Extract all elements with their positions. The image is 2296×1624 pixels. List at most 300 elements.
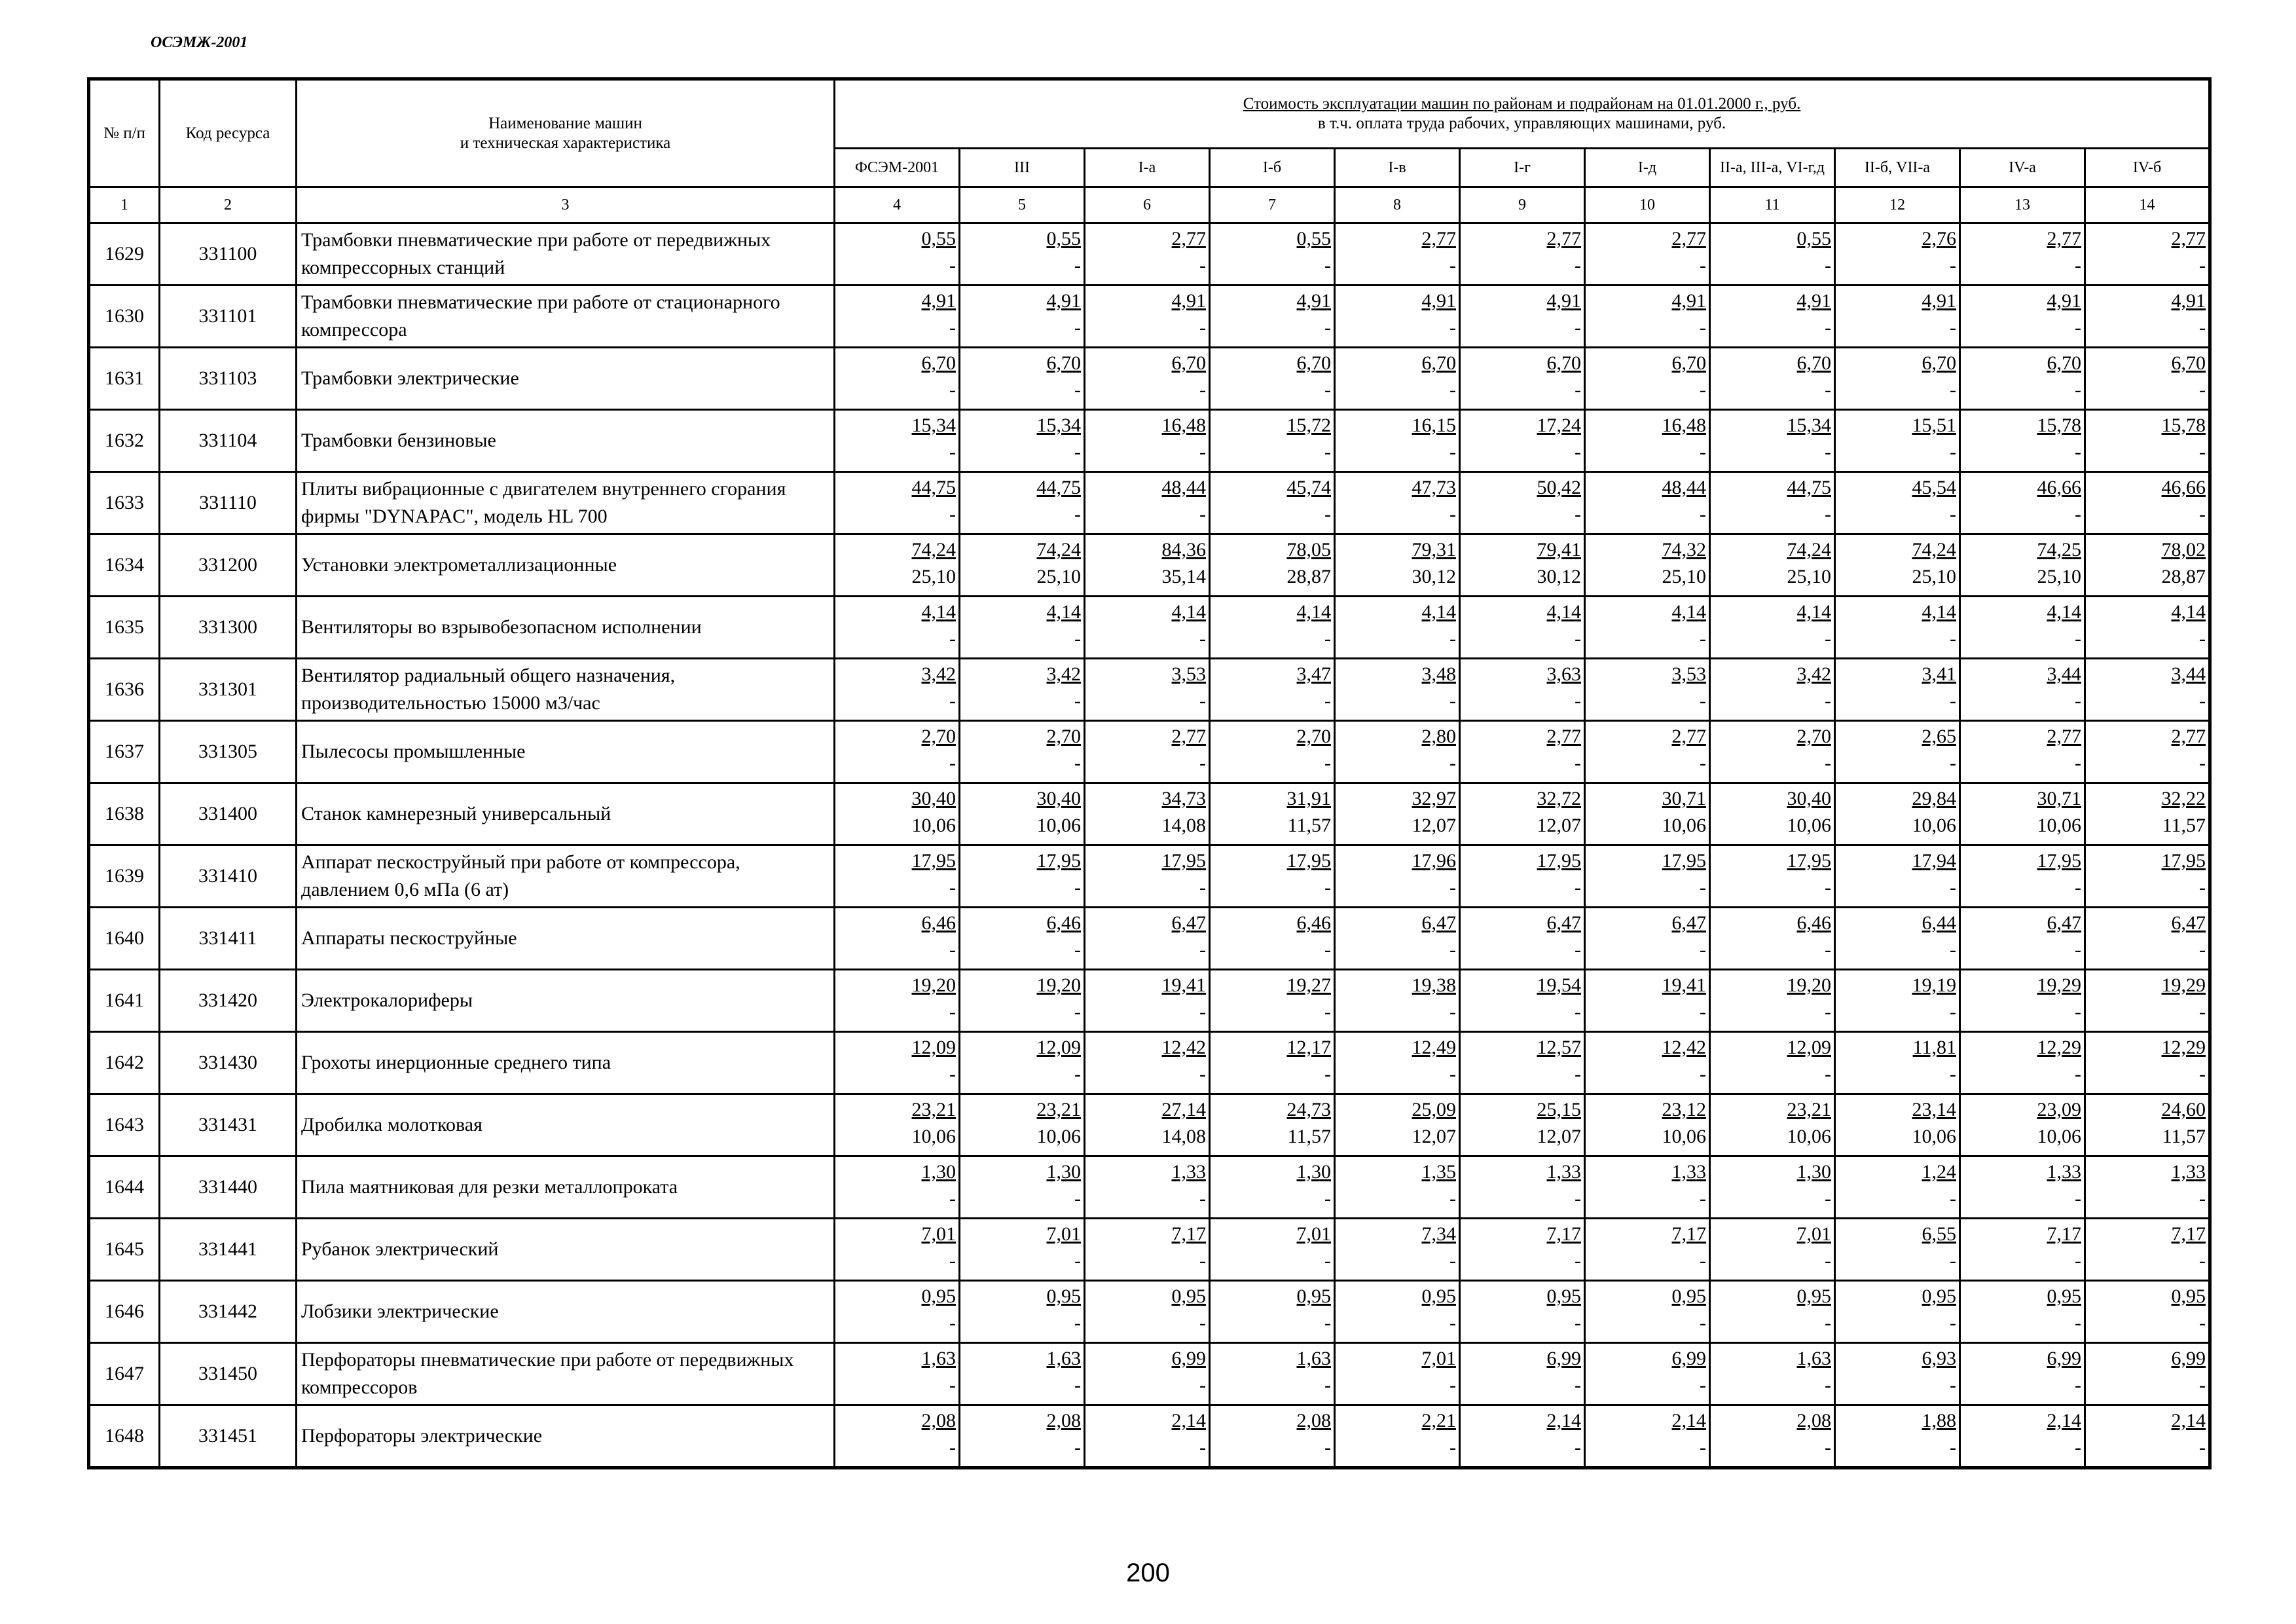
operating-cost — [1586, 846, 1709, 874]
operating-cost-value: 1,33 — [2047, 1161, 2081, 1183]
operating-cost — [960, 535, 1084, 563]
labor-cost-value: - — [1700, 628, 1706, 650]
operating-cost — [1711, 411, 1834, 438]
cost-cell — [1210, 1405, 1335, 1468]
row-number: 1639 — [89, 845, 160, 908]
operating-cost-value: 0,95 — [1421, 1285, 1456, 1307]
operating-cost-value: 1,63 — [1796, 1348, 1831, 1369]
operating-cost-value: 0,95 — [921, 1285, 956, 1307]
labor-cost-value: - — [1449, 317, 1456, 339]
cost-cell — [2085, 1032, 2210, 1094]
machine-name: Перфораторы пневматические при работе от передвижных компрессоров — [297, 1343, 835, 1405]
operating-cost-value: 31,91 — [1286, 788, 1331, 809]
operating-cost-value: 0,55 — [1796, 228, 1831, 249]
operating-cost — [1085, 784, 1209, 811]
operating-cost — [1211, 846, 1334, 874]
labor-cost-value: 25,10 — [1787, 566, 1831, 587]
labor-cost-value: - — [1700, 317, 1706, 339]
machine-name: Установки электрометаллизационные — [297, 534, 835, 597]
labor-cost-value: 11,57 — [1287, 815, 1331, 836]
cost-cell — [960, 659, 1085, 721]
operating-cost — [1211, 597, 1334, 625]
machine-name: Трамбовки бензиновые — [297, 410, 835, 472]
labor-cost-value: - — [1199, 255, 1206, 276]
operating-cost — [960, 1219, 1084, 1247]
machine-name: Трамбовки пневматические при работе от стационарного компрессора — [297, 286, 835, 348]
table-row — [89, 1156, 2210, 1219]
operating-cost-value: 19,29 — [2161, 974, 2206, 996]
operating-cost — [2086, 1219, 2208, 1247]
row-number: 1632 — [89, 410, 160, 472]
cost-cell — [1585, 286, 1710, 348]
table-row — [89, 908, 2210, 970]
labor-cost-value: - — [949, 441, 956, 463]
operating-cost — [1961, 1344, 2084, 1371]
operating-cost-value: 3,42 — [1046, 663, 1081, 685]
table-row — [89, 223, 2210, 286]
cost-cell — [1960, 472, 2085, 534]
operating-cost — [1336, 224, 1459, 251]
operating-cost-value: 12,29 — [2161, 1037, 2206, 1058]
cost-cell — [1835, 845, 1960, 908]
labor-cost-value: - — [1575, 255, 1581, 276]
labor-cost-value: - — [949, 1188, 956, 1209]
operating-cost-value: 19,20 — [1787, 974, 1831, 996]
operating-cost — [1586, 597, 1709, 625]
operating-cost — [1211, 1344, 1334, 1371]
cost-cell — [1710, 1094, 1835, 1156]
labor-cost-value: - — [1950, 1375, 1956, 1396]
operating-cost-value: 19,41 — [1662, 974, 1706, 996]
operating-cost — [1711, 224, 1834, 251]
operating-cost-value: 15,34 — [1787, 415, 1831, 436]
operating-cost-value: 17,95 — [2037, 850, 2081, 872]
operating-cost — [1085, 1033, 1209, 1060]
operating-cost — [1961, 597, 2084, 625]
cost-cell — [1835, 597, 1960, 659]
cost-cell — [1085, 1405, 1210, 1468]
cost-cell — [1710, 1219, 1835, 1281]
cost-cell — [1335, 845, 1460, 908]
labor-cost-value: - — [1700, 1188, 1706, 1209]
cost-cell — [960, 1156, 1085, 1219]
operating-cost-value: 0,95 — [2171, 1285, 2206, 1307]
labor-cost-value: 10,06 — [2037, 815, 2081, 836]
operating-cost-value: 1,63 — [1296, 1348, 1331, 1369]
labor-cost-value: - — [949, 752, 956, 774]
labor-cost-value: - — [1074, 255, 1081, 276]
machine-name: Аппарат пескоструйный при работе от компрессора, давлением 0,6 мПа (6 ат) — [297, 845, 835, 908]
cost-cell — [1835, 410, 1960, 472]
labor-cost-value: - — [1950, 317, 1956, 339]
operating-cost-value: 6,70 — [1046, 352, 1081, 374]
operating-cost-value: 2,65 — [1922, 726, 1956, 747]
cost-cell — [1710, 348, 1835, 410]
operating-cost — [1711, 908, 1834, 936]
labor-cost-value: - — [1700, 1375, 1706, 1396]
operating-cost-value: 7,01 — [921, 1223, 956, 1245]
labor-cost-value: 25,10 — [2037, 566, 2081, 587]
operating-cost — [1461, 1406, 1584, 1433]
labor-cost-value: - — [1950, 504, 1956, 525]
cost-cell — [1960, 783, 2085, 845]
operating-cost-value: 30,40 — [1787, 788, 1831, 809]
operating-cost — [1461, 1219, 1584, 1247]
cost-cell — [1835, 286, 1960, 348]
labor-cost-value: - — [949, 690, 956, 712]
resource-code: 331442 — [160, 1281, 297, 1343]
cost-cell — [1210, 783, 1335, 845]
labor-cost-value: - — [1950, 1063, 1956, 1085]
operating-cost — [1711, 970, 1834, 998]
operating-cost — [1211, 1282, 1334, 1309]
cost-cell — [1085, 659, 1210, 721]
cost-cell — [1210, 410, 1335, 472]
labor-cost-value: - — [1825, 317, 1831, 339]
operating-cost — [1461, 722, 1584, 749]
labor-cost-value: - — [2199, 1063, 2206, 1085]
operating-cost-value: 74,24 — [1036, 539, 1081, 561]
operating-cost-value: 4,14 — [2171, 601, 2206, 623]
operating-cost-value: 30,71 — [1662, 788, 1706, 809]
cost-cell — [960, 223, 1085, 286]
operating-cost — [1836, 1219, 1959, 1247]
operating-cost — [1085, 473, 1209, 500]
labor-cost-value: - — [1199, 1001, 1206, 1023]
header-cost-subtitle: в т.ч. оплата труда рабочих, управляющих машинами, руб. — [1317, 115, 1726, 132]
cost-cell — [1335, 1219, 1460, 1281]
operating-cost-value: 2,77 — [1671, 726, 1706, 747]
labor-cost-value: - — [1700, 1437, 1706, 1458]
cost-cell — [1085, 970, 1210, 1032]
operating-cost-value: 16,48 — [1662, 415, 1706, 436]
operating-cost — [1961, 224, 2084, 251]
cost-cell — [2085, 286, 2210, 348]
table-row — [89, 286, 2210, 348]
cost-cell — [1835, 1343, 1960, 1405]
labor-cost-value: - — [1825, 441, 1831, 463]
cost-cell — [960, 410, 1085, 472]
machine-name: Пылесосы промышленные — [297, 721, 835, 783]
operating-cost — [1836, 659, 1959, 687]
operating-cost — [1586, 784, 1709, 811]
labor-cost-value: - — [1324, 690, 1331, 712]
labor-cost-value: 28,87 — [2161, 566, 2206, 587]
cost-cell — [835, 534, 960, 597]
operating-cost-value: 44,75 — [1787, 477, 1831, 498]
row-number: 1636 — [89, 659, 160, 721]
labor-cost-value: - — [1074, 1375, 1081, 1396]
operating-cost-value: 2,08 — [1046, 1410, 1081, 1431]
operating-cost — [1461, 535, 1584, 563]
cost-cell — [1960, 1405, 2085, 1468]
labor-cost-value: - — [2199, 877, 2206, 898]
operating-cost-value: 24,60 — [2161, 1099, 2206, 1120]
operating-cost — [1211, 1157, 1334, 1185]
operating-cost-value: 7,01 — [1046, 1223, 1081, 1245]
operating-cost-value: 2,77 — [2171, 228, 2206, 249]
region-header: I-д — [1585, 149, 1710, 187]
labor-cost-value: 10,06 — [1787, 1126, 1831, 1147]
cost-cell — [1210, 1219, 1335, 1281]
operating-cost-value: 4,14 — [1296, 601, 1331, 623]
labor-cost-value: - — [2075, 1001, 2081, 1023]
operating-cost-value: 12,17 — [1286, 1037, 1331, 1058]
labor-cost-value: - — [1825, 752, 1831, 774]
labor-cost-value: 14,08 — [1161, 1126, 1206, 1147]
labor-cost-value: 10,06 — [1787, 815, 1831, 836]
operating-cost — [1586, 1344, 1709, 1371]
table-row — [89, 1032, 2210, 1094]
operating-cost — [960, 1033, 1084, 1060]
operating-cost — [1085, 1282, 1209, 1309]
cost-cell — [835, 1405, 960, 1468]
labor-cost-value: - — [2075, 1250, 2081, 1272]
operating-cost — [1336, 286, 1459, 314]
cost-cell — [1710, 286, 1835, 348]
header-cost-title: Стоимость эксплуатации машин по районам и подрайонам на 01.01.2000 г., руб. — [1243, 95, 1801, 113]
cost-cell — [2085, 970, 2210, 1032]
table-row — [89, 1219, 2210, 1281]
operating-cost — [1711, 659, 1834, 687]
operating-cost-value: 0,95 — [1296, 1285, 1331, 1307]
machine-name: Пила маятниковая для резки металлопроката — [297, 1156, 835, 1219]
operating-cost-value: 3,42 — [921, 663, 956, 685]
machine-name: Рубанок электрический — [297, 1219, 835, 1281]
operating-cost — [1711, 722, 1834, 749]
operating-cost — [1961, 1406, 2084, 1433]
operating-cost — [1836, 348, 1959, 376]
operating-cost-value: 17,95 — [2161, 850, 2206, 872]
machine-cost-table — [87, 77, 2212, 1469]
cost-cell — [835, 1094, 960, 1156]
operating-cost-value: 12,42 — [1161, 1037, 1206, 1058]
machine-name: Аппараты пескоструйные — [297, 908, 835, 970]
operating-cost-value: 7,17 — [1171, 1223, 1206, 1245]
operating-cost-value: 4,91 — [2171, 290, 2206, 312]
cost-cell — [1210, 223, 1335, 286]
operating-cost — [1461, 597, 1584, 625]
machine-name: Вентилятор радиальный общего назначения, производительностью 15000 м3/час — [297, 659, 835, 721]
cost-cell — [835, 1343, 960, 1405]
row-number: 1630 — [89, 286, 160, 348]
column-number: 4 — [835, 187, 960, 223]
operating-cost-value: 3,53 — [1671, 663, 1706, 685]
labor-cost-value: - — [1074, 1001, 1081, 1023]
operating-cost — [1085, 1219, 1209, 1247]
operating-cost — [835, 659, 958, 687]
region-header: IV-а — [1960, 149, 2085, 187]
operating-cost — [1836, 1344, 1959, 1371]
labor-cost-value: - — [2199, 504, 2206, 525]
cost-cell — [835, 721, 960, 783]
operating-cost-value: 19,38 — [1412, 974, 1456, 996]
cost-cell — [1960, 534, 2085, 597]
operating-cost-value: 6,55 — [1922, 1223, 1956, 1245]
cost-cell — [1710, 534, 1835, 597]
operating-cost — [835, 597, 958, 625]
column-number: 12 — [1835, 187, 1960, 223]
operating-cost — [835, 970, 958, 998]
labor-cost-value: 10,06 — [2037, 1126, 2081, 1147]
operating-cost-value: 23,21 — [1787, 1099, 1831, 1120]
operating-cost — [1586, 411, 1709, 438]
operating-cost — [1961, 473, 2084, 500]
labor-cost-value: - — [1324, 877, 1331, 898]
cost-cell — [1960, 970, 2085, 1032]
operating-cost — [1586, 1033, 1709, 1060]
operating-cost — [1336, 722, 1459, 749]
operating-cost-value: 1,30 — [1046, 1161, 1081, 1183]
operating-cost-value: 44,75 — [911, 477, 956, 498]
cost-cell — [1835, 223, 1960, 286]
operating-cost — [1711, 846, 1834, 874]
cost-cell — [835, 970, 960, 1032]
labor-cost-value: - — [2075, 1312, 2081, 1334]
labor-cost-value: - — [2075, 752, 2081, 774]
cost-cell — [1710, 1156, 1835, 1219]
operating-cost-value: 2,70 — [1296, 726, 1331, 747]
operating-cost-value: 7,01 — [1296, 1223, 1331, 1245]
column-number: 10 — [1585, 187, 1710, 223]
operating-cost-value: 6,93 — [1922, 1348, 1956, 1369]
operating-cost-value: 16,48 — [1161, 415, 1206, 436]
row-number: 1645 — [89, 1219, 160, 1281]
operating-cost-value: 19,41 — [1161, 974, 1206, 996]
operating-cost — [1211, 1033, 1334, 1060]
operating-cost-value: 15,51 — [1912, 415, 1956, 436]
cost-cell — [1460, 223, 1585, 286]
labor-cost-value: - — [1950, 1437, 1956, 1458]
operating-cost — [1836, 1095, 1959, 1122]
operating-cost — [1836, 286, 1959, 314]
labor-cost-value: 25,10 — [911, 566, 956, 587]
resource-code: 331103 — [160, 348, 297, 410]
operating-cost-value: 6,99 — [1171, 1348, 1206, 1369]
operating-cost-value: 32,72 — [1537, 788, 1581, 809]
operating-cost-value: 74,25 — [2037, 539, 2081, 561]
labor-cost-value: - — [1575, 1250, 1581, 1272]
operating-cost — [2086, 722, 2208, 749]
cost-cell — [1335, 1094, 1460, 1156]
operating-cost — [1211, 1406, 1334, 1433]
operating-cost — [1961, 411, 2084, 438]
operating-cost — [2086, 1282, 2208, 1309]
operating-cost — [2086, 1157, 2208, 1185]
labor-cost-value: - — [949, 379, 956, 401]
operating-cost — [1085, 597, 1209, 625]
operating-cost — [2086, 1344, 2208, 1371]
operating-cost — [1836, 784, 1959, 811]
operating-cost — [1336, 1282, 1459, 1309]
cost-cell — [1085, 908, 1210, 970]
cost-cell — [1210, 908, 1335, 970]
cost-cell — [835, 223, 960, 286]
operating-cost — [835, 1033, 958, 1060]
operating-cost — [1461, 1282, 1584, 1309]
labor-cost-value: - — [1199, 1375, 1206, 1396]
cost-cell — [1585, 223, 1710, 286]
operating-cost — [1711, 1033, 1834, 1060]
table-row — [89, 970, 2210, 1032]
row-number: 1635 — [89, 597, 160, 659]
operating-cost — [2086, 659, 2208, 687]
operating-cost-value: 2,77 — [2171, 726, 2206, 747]
operating-cost-value: 12,09 — [911, 1037, 956, 1058]
operating-cost-value: 19,27 — [1286, 974, 1331, 996]
operating-cost-value: 19,54 — [1537, 974, 1581, 996]
table-row — [89, 410, 2210, 472]
operating-cost-value: 1,33 — [2171, 1161, 2206, 1183]
operating-cost — [1961, 1219, 2084, 1247]
labor-cost-value: - — [1575, 1188, 1581, 1209]
operating-cost — [1336, 970, 1459, 998]
row-number: 1634 — [89, 534, 160, 597]
operating-cost-value: 7,01 — [1421, 1348, 1456, 1369]
labor-cost-value: - — [1950, 441, 1956, 463]
resource-code: 331430 — [160, 1032, 297, 1094]
cost-cell — [1460, 1405, 1585, 1468]
cost-cell — [1960, 223, 2085, 286]
labor-cost-value: - — [1199, 1312, 1206, 1334]
cost-cell — [1710, 597, 1835, 659]
cost-cell — [1960, 410, 2085, 472]
cost-cell — [1835, 1405, 1960, 1468]
operating-cost-value: 32,97 — [1412, 788, 1456, 809]
row-number: 1648 — [89, 1405, 160, 1468]
operating-cost — [1211, 722, 1334, 749]
region-header: II-а, III-а, VI-г,д — [1710, 149, 1835, 187]
row-number: 1647 — [89, 1343, 160, 1405]
operating-cost-value: 1,30 — [921, 1161, 956, 1183]
operating-cost — [2086, 224, 2208, 251]
operating-cost-value: 6,70 — [1922, 352, 1956, 374]
operating-cost-value: 23,09 — [2037, 1099, 2081, 1120]
operating-cost-value: 50,42 — [1537, 477, 1581, 498]
operating-cost — [1711, 1219, 1834, 1247]
cost-cell — [2085, 659, 2210, 721]
cost-cell — [2085, 1343, 2210, 1405]
operating-cost — [1085, 1344, 1209, 1371]
cost-cell — [1335, 1343, 1460, 1405]
cost-cell — [2085, 1156, 2210, 1219]
operating-cost-value: 4,91 — [921, 290, 956, 312]
operating-cost — [1211, 1095, 1334, 1122]
operating-cost — [960, 348, 1084, 376]
cost-cell — [2085, 721, 2210, 783]
operating-cost — [1961, 846, 2084, 874]
cost-cell — [1085, 1094, 1210, 1156]
operating-cost — [1711, 1282, 1834, 1309]
cost-cell — [1960, 1343, 2085, 1405]
operating-cost-value: 4,91 — [1046, 290, 1081, 312]
cost-cell — [1835, 970, 1960, 1032]
labor-cost-value: - — [1449, 1312, 1456, 1334]
cost-cell — [1210, 1281, 1335, 1343]
labor-cost-value: - — [1700, 1063, 1706, 1085]
operating-cost — [1211, 1219, 1334, 1247]
operating-cost — [960, 908, 1084, 936]
operating-cost — [1961, 908, 2084, 936]
operating-cost-value: 3,48 — [1421, 663, 1456, 685]
operating-cost — [960, 1095, 1084, 1122]
operating-cost-value: 1,35 — [1421, 1161, 1456, 1183]
cost-cell — [835, 472, 960, 534]
operating-cost — [1336, 1344, 1459, 1371]
cost-cell — [1460, 472, 1585, 534]
operating-cost — [1461, 1033, 1584, 1060]
operating-cost — [1836, 473, 1959, 500]
